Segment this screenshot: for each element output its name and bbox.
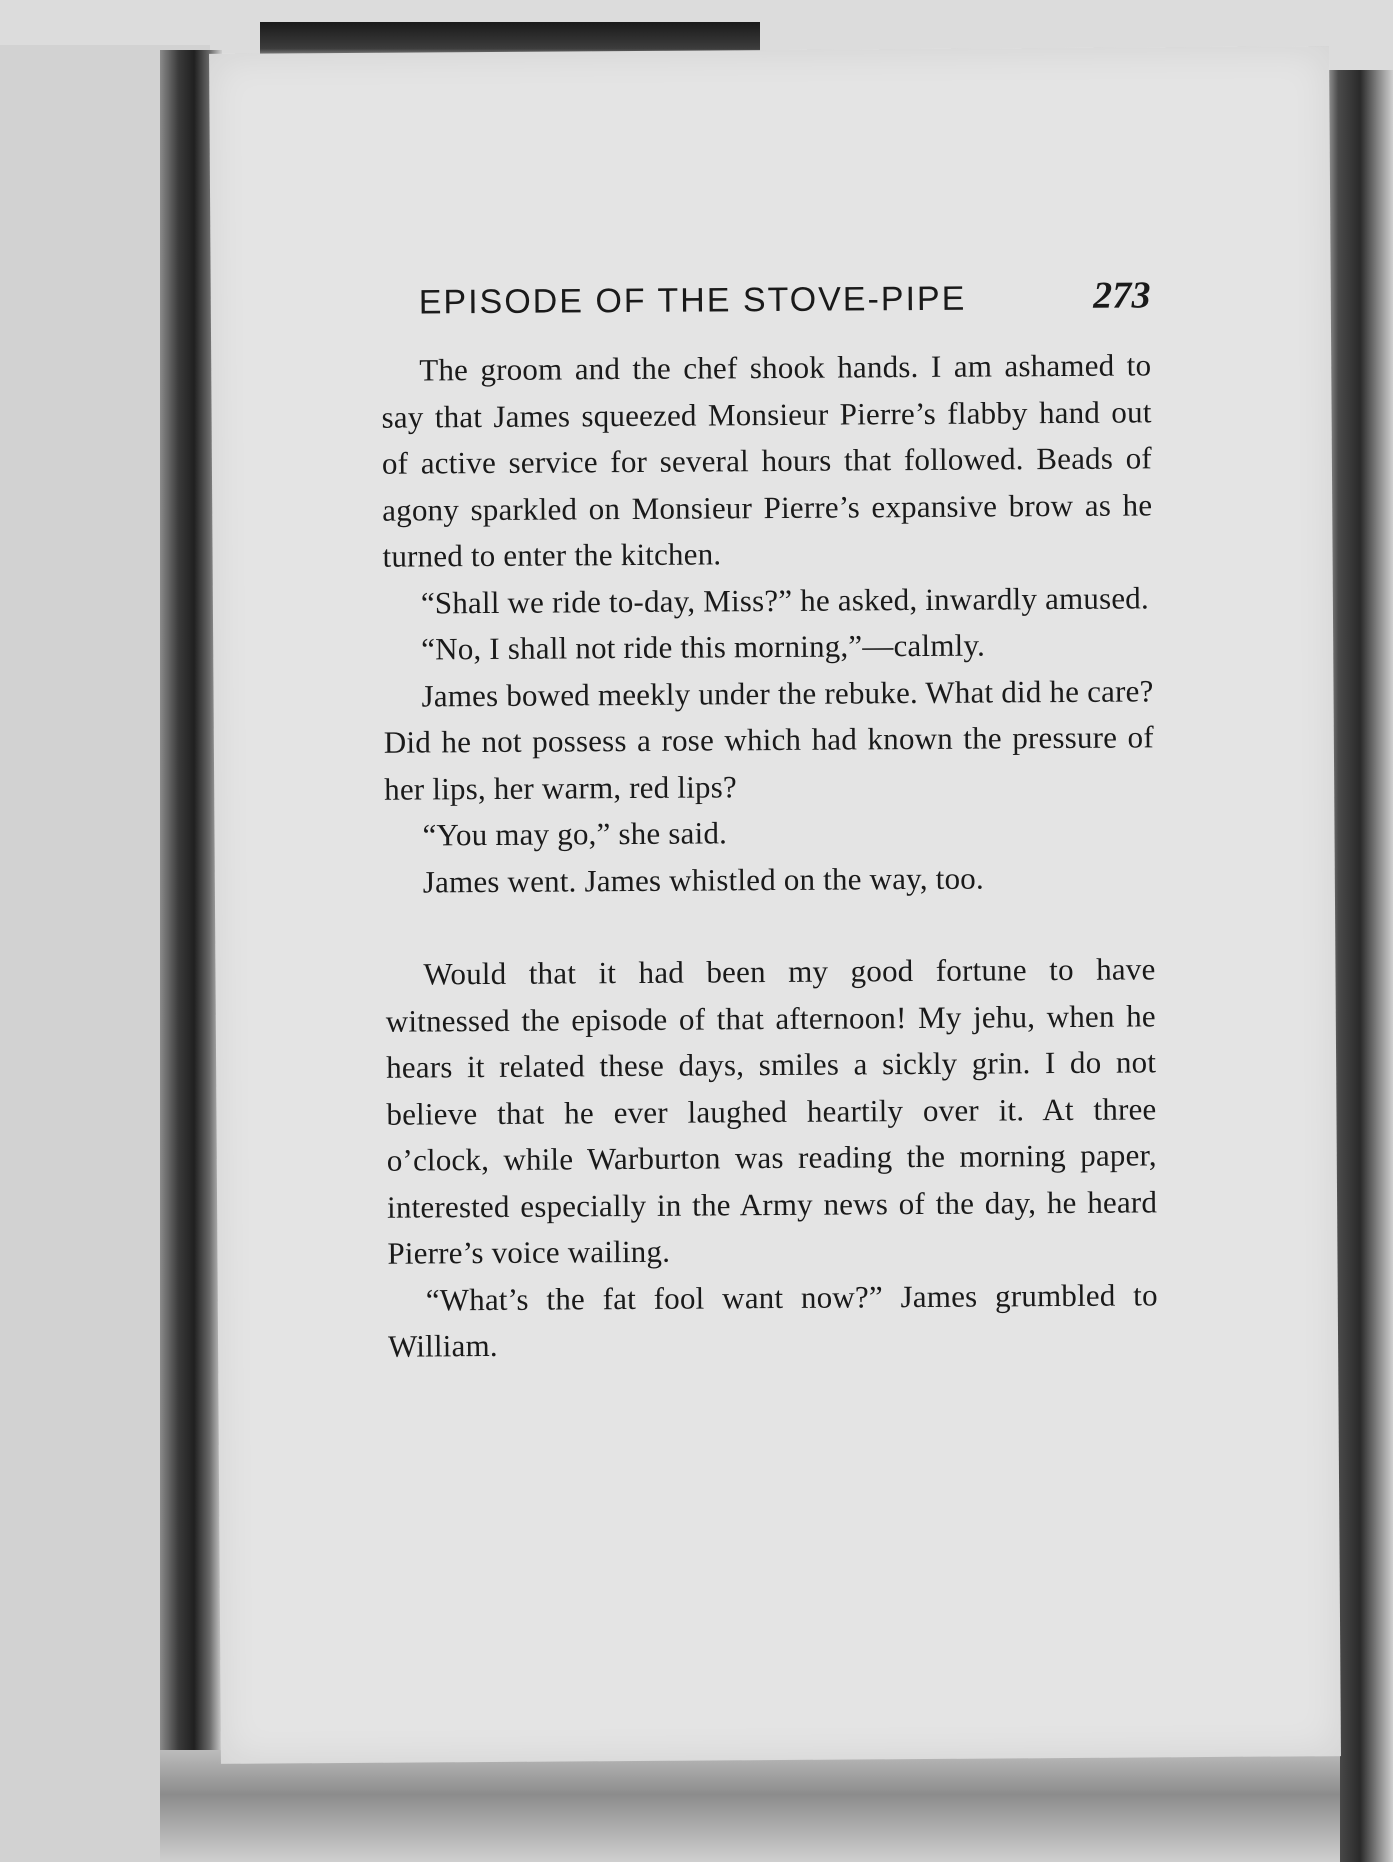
bottom-page-edge (160, 1750, 1340, 1862)
running-head-title: EPISODE OF THE STOVE-PIPE (418, 279, 967, 322)
paragraph: “Shall we ride to-day, Miss?” he asked, inwardly amused. (420, 579, 1149, 620)
paragraph: “You may go,” she said. (422, 815, 728, 853)
section-break (385, 900, 1155, 951)
page-text (381, 262, 1159, 1370)
running-head (381, 262, 1152, 347)
paragraph: “No, I shall not ride this morning,”—calmly. (421, 627, 986, 667)
book-page (209, 46, 1341, 1764)
page-number: 273 (1092, 274, 1151, 317)
paragraph: James went. James whistled on the way, too. (422, 860, 984, 899)
paragraph: James bowed meekly under the rebuke. What did he care? Did he not possess a rose which had known the pressure of her lips, her warm, red lips? (383, 672, 1154, 807)
paragraph: The groom and the chef shook hands. I am ashamed to say that James squeezed Monsieur Pierre’s flabby hand out of active service for several hours that followed. Beads of agony sparkled on Monsieur Pierre’s expansive brow as he turned to enter the kitchen. (381, 347, 1153, 574)
paragraph: Would that it had been my good fortune to have witnessed the episode of that afternoon! My jehu, when he hears it related these days, smiles a sickly grin. I do not believe that he ever laughed heartily over it. At three o’clock, while Warburton was reading the morning paper, interested especially in the Army news of the day, he heard Pierre’s voice wailing. (385, 951, 1158, 1271)
paragraph: “What’s the fat fool want now?” James grumbled to William. (387, 1276, 1158, 1364)
